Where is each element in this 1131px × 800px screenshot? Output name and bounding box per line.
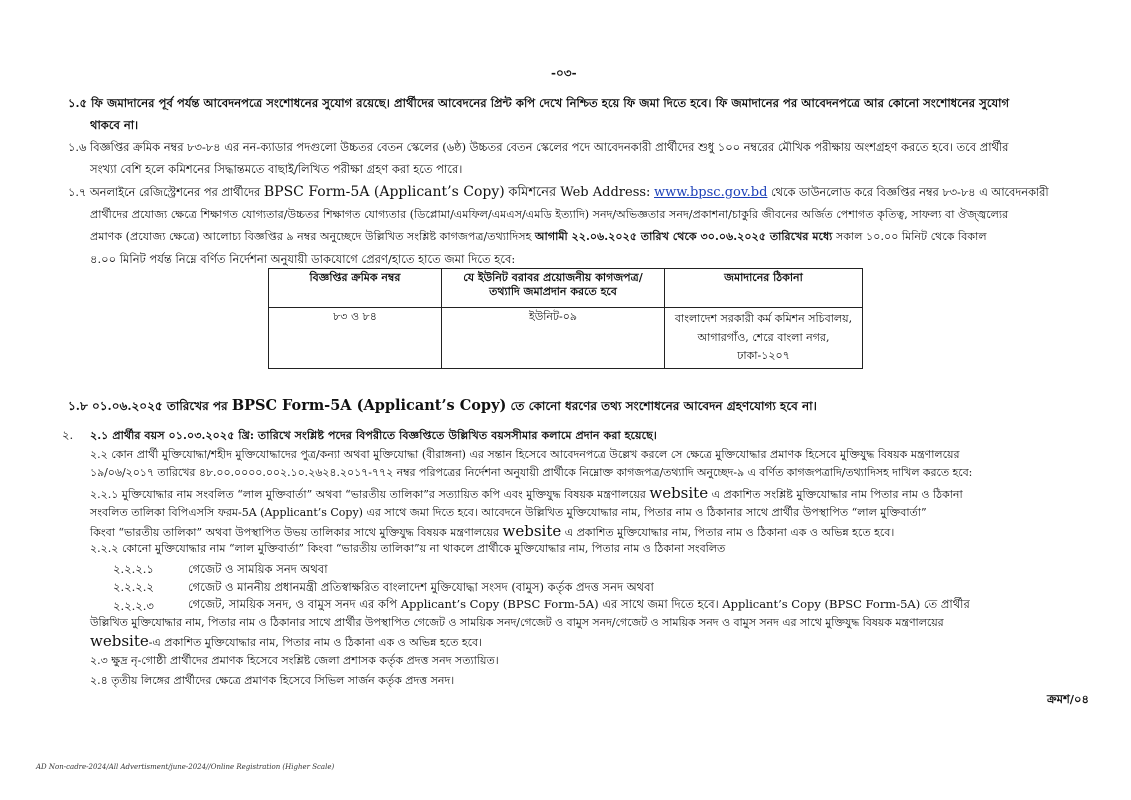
section-1-7-number: ১.৭ <box>68 186 87 199</box>
section-2-3: ২.৩ ক্ষুদ্র নৃ-গোষ্ঠী প্রার্থীদের প্রমাণক হিসেবে সংশ্লিষ্ট জেলা প্রশাসক কর্তৃক প্রদত্ত সনদ সত্যায়িত। <box>90 654 499 667</box>
section-2-4: ২.৪ তৃতীয় লিঙ্গের প্রার্থীদের ক্ষেত্রে প্রমাণক হিসেবে সিভিল সার্জন কর্তৃক প্রদত্ত সনদ। <box>90 674 455 687</box>
section-2-2-1-text-b: এ প্রকাশিত সংশ্লিষ্ট মুক্তিযোদ্ধার নাম পিতার নাম ও ঠিকানা <box>711 488 963 501</box>
section-2-2-2-1-number: ২.২.২.১ <box>113 562 154 576</box>
footer-path: AD Non-cadre-2024/All Advertisment/june-2024//Online Registration (Higher Scale) <box>36 763 335 771</box>
section-2-2-2-3-number: ২.২.২.৩ <box>113 599 154 613</box>
table-header-row <box>269 269 863 308</box>
section-2-2-1-text-3b: এ প্রকাশিত মুক্তিযোদ্ধার নাম, পিতার নাম ও ঠিকানা এক ও অভিন্ন হতে হবে। <box>564 526 895 539</box>
table-cell-unit: ইউনিট-০৯ <box>442 308 665 369</box>
section-2-2-2-3-line2: উল্লিখিত মুক্তিযোদ্ধার নাম, পিতার নাম ও ঠিকানার সাথে প্রার্থীর উপস্থাপিত গেজেট ও সাময়িক সনদ/গেজেট ও বামুস সনদ/গেজেট ও সাময়িক সনদ ও বামুস সনদ এর সাথে মুক্তিযুদ্ধ বিষয়ক মন্ত্রণালয়ের <box>90 616 944 629</box>
section-1-6-text: বিজ্ঞপ্তির ক্রমিক নম্বর ৮৩-৮৪ এর নন-ক্যাডার পদগুলো উচ্চতর বেতন স্কেলের (৬ষ্ঠ) উচ্চতর বেতন স্কেলের পদে আবেদনকারী প্রার্থীদের শুধু ১০০ নম্বরের মৌখিক পরীক্ষায় অংশগ্রহণ করতে হবে। তবে প্রার্থীর <box>90 140 1009 154</box>
section-2-2-2-3-line1: গেজেট, সাময়িক সনদ, ও বামুস সনদ এর কপি Applicant’s Copy (BPSC Form-5A) এর সাথে জমা দিতে হবে। Applicant’s Copy (BPSC Form-5A) তে প্রার্থীর <box>188 597 970 611</box>
submission-table <box>268 268 863 369</box>
page-number: -০৩- <box>551 66 577 80</box>
section-1-8-number: ১.৮ <box>68 399 88 413</box>
table-header-unit: যে ইউনিট বরাবর প্রয়োজনীয় কাগজপত্র/তথ্যাদি জমাপ্রদান করতে হবে <box>442 269 665 308</box>
section-2-2-1-text-a: ২.২.১ মুক্তিযোদ্ধার নাম সংবলিত “লাল মুক্তিবার্তা” অথবা “ভারতীয় তালিকা”র সত্যায়িত কপি এবং মুক্তিযুদ্ধ বিষয়ক মন্ত্রণালয়ের <box>90 488 646 501</box>
section-1-6-line1 <box>68 140 1008 154</box>
section-1-8 <box>68 397 817 415</box>
table-row <box>269 308 863 369</box>
form-name: BPSC Form-5A (Applicant’s Copy) <box>263 184 505 200</box>
website-word-3: website <box>90 632 149 650</box>
section-2-number: ২. <box>62 428 74 442</box>
section-2-2-line2: ১৯/০৬/২০১৭ তারিখের ৪৮.০০.০০০০.০০২.১০.২৬২৪.২০১৭-৭৭২ নম্বর পরিপত্রের নির্দেশনা অনুযায়ী প্রার্থীকে নিম্নোক্ত কাগজপত্র/তথ্যাদি অনুচ্ছেদ-৯ এ বর্ণিত কাগজপত্রাদি/তথ্যাদিসহ দাখিল করতে হবে: <box>90 466 973 479</box>
section-1-8-text-b: তে কোনো ধরণের তথ্য সংশোধনের আবেদন গ্রহণযোগ্য হবে না। <box>510 399 817 413</box>
section-2-2-2-2-text: গেজেট ও মাননীয় প্রধানমন্ত্রী প্রতিস্বাক্ষরিত বাংলাদেশ মুক্তিযোদ্ধা সংসদ (বামুস) কর্তৃক প্রদত্ত সনদ অথবা <box>188 580 654 594</box>
section-1-8-text-a: ০১.০৬.২০২৫ তারিখের পর <box>91 399 228 413</box>
table-header-serial: বিজ্ঞপ্তির ক্রমিক নম্বর <box>269 269 442 308</box>
section-2-2-1-text-3a: কিংবা “ভারতীয় তালিকা” অথবা উপস্থাপিত উভয় তালিকার সাথে মুক্তিযুদ্ধ বিষয়ক মন্ত্রণালয়ের <box>90 526 499 539</box>
table-cell-address: বাংলাদেশ সরকারী কর্ম কমিশন সচিবালয়, আগারগাঁও, শেরে বাংলা নগর, ঢাকা-১২০৭ <box>665 308 863 369</box>
section-1-6-number: ১.৬ <box>68 140 87 154</box>
section-2-2-1-line2: সংবলিত তালিকা বিপিএসসি ফরম-5A (Applicant’s Copy) এর সাথে জমা দিতে হবে। আবেদনে উল্লিখিত মুক্তিযোদ্ধার নাম, পিতার নাম ও ঠিকানার সাথে প্রার্থীর উপস্থাপিত “লাল মুক্তিবার্তা” <box>90 506 927 519</box>
section-1-7-line1 <box>68 184 1049 202</box>
section-1-7-text-c: থেকে ডাউনলোড করে বিজ্ঞপ্তির নম্বর ৮৩-৮৪ এ আবেদনকারী <box>771 186 1049 199</box>
section-1-7-text-b: কমিশনের Web Address: <box>508 185 651 200</box>
section-2-1: ২.১ প্রার্থীর বয়স ০১.০৩.২০২৫ খ্রি: তারিখে সংশ্লিষ্ট পদের বিপরীতে বিজ্ঞপ্তিতে উল্লিখিত বয়সসীমার কলামে প্রদান করা হয়েছে। <box>90 428 657 442</box>
section-1-7-line3 <box>90 230 987 244</box>
section-1-5-number: ১.৫ <box>68 96 88 110</box>
section-2-2-2-1-text: গেজেট ও সাময়িক সনদ অথবা <box>188 562 328 576</box>
section-2-2-1-line3 <box>90 522 894 541</box>
section-1-8-form: BPSC Form-5A (Applicant’s Copy) <box>231 397 507 414</box>
table-cell-serial: ৮৩ ও ৮৪ <box>269 308 442 369</box>
section-1-7-line2: প্রার্থীদের প্রযোজ্য ক্ষেত্রে শিক্ষাগত যোগ্যতার/উচ্চতর শিক্ষাগত যোগ্যতার (ডিপ্লোমা/এমফিল/এমএস/এমডি ইত্যাদি) সনদ/অভিজ্ঞতার সনদ/প্রকাশনা/চাকুরি জীবনের অর্জিত পেশাগত কৃতিত্ব, সাফল্য বা ঔজ্জ্বল্যের <box>90 208 1009 221</box>
section-1-5-line2: থাকবে না। <box>90 118 139 132</box>
section-1-5-text: ফি জমাদানের পূর্ব পর্যন্ত আবেদনপত্রে সংশোধনের সুযোগ রয়েছে। প্রার্থীদের আবেদনের প্রিন্ট কপি দেখে নিশ্চিত হয়ে ফি জমা দিতে হবে। ফি জমাদানের পর আবেদনপত্রে আর কোনো সংশোধনের সুযোগ <box>91 96 1010 110</box>
bpsc-website-link[interactable]: www.bpsc.gov.bd <box>654 185 768 200</box>
table-header-address: জমাদানের ঠিকানা <box>665 269 863 308</box>
section-1-7-text-3a: প্রমাণক (প্রযোজ্য ক্ষেত্রে) আলোচ্য বিজ্ঞপ্তির ৯ নম্বর অনুচ্ছেদে উল্লিখিত সংশ্লিষ্ট কাগজপত্র/তথ্যাদিসহ <box>90 230 532 243</box>
section-2-2-2: ২.২.২ কোনো মুক্তিযোদ্ধার নাম “লাল মুক্তিবার্তা” কিংবা “ভারতীয় তালিকা”য় না থাকলে প্রার্থীকে মুক্তিযোদ্ধার নাম, পিতার নাম ও ঠিকানা সংবলিত <box>90 542 726 555</box>
website-word: website <box>649 484 709 502</box>
section-2-2-2-3-text-3: -এ প্রকাশিত মুক্তিযোদ্ধার নাম, পিতার নাম ও ঠিকানা এক ও অভিন্ন হতে হবে। <box>148 636 483 649</box>
section-1-7-text-3c: সকাল ১০.০০ মিনিট থেকে বিকাল <box>835 230 987 243</box>
continued-marker: ক্রমশ/০৪ <box>1047 692 1089 706</box>
website-word-2: website <box>502 522 562 540</box>
section-1-7-text-a: অনলাইনে রেজিস্ট্রেশনের পর প্রার্থীদের <box>89 186 261 199</box>
submission-dates: আগামী ২২.০৬.২০২৫ তারিখ থেকে ৩০.০৬.২০২৫ তারিখের মধ্যে <box>534 230 833 243</box>
section-2-2-1-line1 <box>90 484 963 503</box>
section-1-6-line2: সংখ্যা বেশি হলে কমিশনের সিদ্ধান্তমতে বাছাই/লিখিত পরীক্ষা গ্রহণ করা হতে পারে। <box>90 162 463 176</box>
section-2-2-2-3-line3 <box>90 632 482 651</box>
section-2-2-2-2-number: ২.২.২.২ <box>113 580 154 594</box>
section-1-5-line1 <box>68 96 1009 110</box>
section-2-2-line1: ২.২ কোন প্রার্থী মুক্তিযোদ্ধা/শহীদ মুক্তিযোদ্ধাদের পুত্র/কন্যা অথবা মুক্তিযোদ্ধা (বীরাঙ্গনা) এর সন্তান হিসেবে আবেদনপত্রে উল্লেখ করলে সে ক্ষেত্রে মুক্তিযোদ্ধার প্রমাণক হিসেবে মুক্তিযুদ্ধ বিষয়ক মন্ত্রণালয়ের <box>90 448 960 461</box>
section-1-7-line4: ৪.০০ মিনিট পর্যন্ত নিম্নে বর্ণিত নির্দেশনা অনুযায়ী ডাকযোগে প্রেরণ/হাতে হাতে জমা দিতে হবে: <box>90 252 516 266</box>
